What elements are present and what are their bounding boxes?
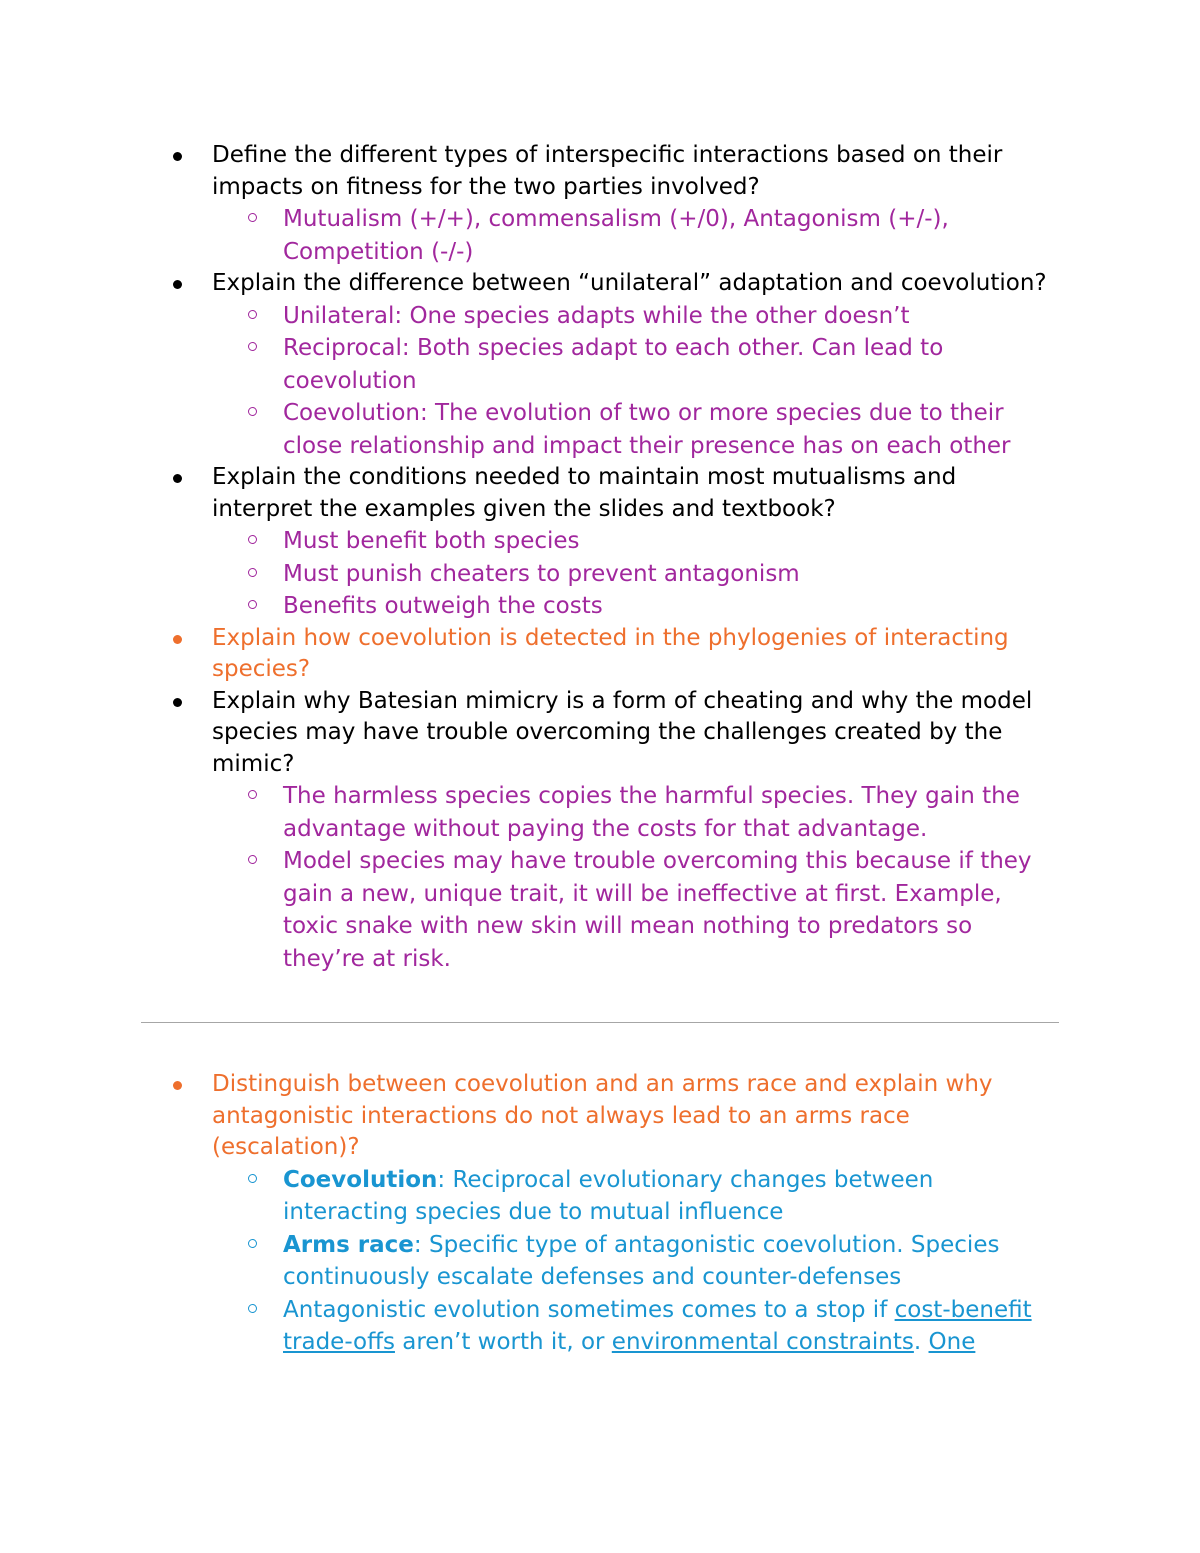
circle-bullet-icon [248,213,257,222]
question-text: Explain why Batesian mimicry is a form of cheating and why the model species may have trouble overcoming the challenges created by the mimic? [212,687,1033,777]
question-text: Explain the conditions needed to maintain most mutualisms and interpret the examples given the slides and textbook? [212,464,957,522]
bullet-icon [173,474,182,483]
answer-text: Model species may have trouble overcoming this because if they gain a new, unique trait, it will be ineffective at first. Example, toxic snake with new skin will mean nothing to predators so they’re at risk. [283,848,1032,972]
answer-text: Must benefit both species [283,528,580,554]
circle-bullet-icon [248,855,257,864]
question-item [0,686,1060,781]
answer-item [0,300,1060,333]
bullet-icon [173,1081,182,1090]
circle-bullet-icon [248,1304,257,1313]
underlined-text-one: One [928,1329,976,1355]
question-item-highlighted [0,1069,1060,1164]
answer-text: Antagonistic evolution sometimes comes to a stop if [283,1296,895,1323]
answer-text: : Reciprocal evolutionary changes between interacting species due to mutual influence [283,1166,934,1225]
bullet-icon [173,152,182,161]
circle-bullet-icon [248,568,257,577]
underlined-text-cost-benefit: cost-benefit trade-offs [283,1296,1032,1355]
question-item [0,462,1060,525]
term-coevolution: Coevolution [283,1166,438,1193]
answer-item [0,332,1060,397]
circle-bullet-icon [248,535,257,544]
circle-bullet-icon [248,310,257,319]
underlined-text-environmental-constraints: environmental constraints [611,1329,914,1355]
question-text: Explain the difference between “unilateral” adaptation and coevolution? [212,270,1047,296]
answer-item [0,780,1060,845]
bullet-icon [173,280,182,289]
bullet-icon [173,698,182,707]
question-item [0,268,1060,300]
circle-bullet-icon [248,407,257,416]
answer-text: Mutualism (+/+), commensalism (+/0), Antagonism (+/-), Competition (-/-) [283,206,949,265]
answer-item [0,1294,1060,1359]
answer-item [0,1164,1060,1229]
answer-item [0,1229,1060,1294]
circle-bullet-icon [248,790,257,799]
study-guide-section-1 [0,140,1200,975]
question-text: Explain how coevolution is detected in the phylogenies of interacting species? [212,624,1009,682]
answer-item [0,590,1060,623]
answer-item [0,525,1060,558]
circle-bullet-icon [248,1239,257,1248]
answer-text: aren’t worth it, or [394,1329,612,1355]
answer-text: Coevolution: The evolution of two or more species due to their close relationship and impact their presence has on each other [283,400,1011,459]
question-text: Distinguish between coevolution and an arms race and explain why antagonistic interactions do not always lead to an arms race (escalation)? [212,1071,993,1160]
question-text: Define the different types of interspecific interactions based on their impacts on fitness for the two parties involved? [212,142,1003,200]
answer-text: Must punish cheaters to prevent antagonism [283,560,800,587]
answer-text: Unilateral: One species adapts while the other doesn’t [283,302,910,329]
circle-bullet-icon [248,1174,257,1183]
answer-item [0,203,1060,268]
circle-bullet-icon [248,600,257,609]
answer-text: . [913,1329,929,1355]
answer-item [0,845,1060,975]
study-guide-section-2 [0,1069,1200,1359]
answer-text: : Specific type of antagonistic coevolution. Species continuously escalate defenses and counter-defenses [283,1231,1000,1290]
circle-bullet-icon [248,342,257,351]
answer-item [0,558,1060,591]
answer-text: Benefits outweigh the costs [283,593,603,619]
question-item [0,140,1060,203]
answer-text: The harmless species copies the harmful species. They gain the advantage without paying the costs for that advantage. [283,783,1020,842]
question-item-highlighted [0,623,1060,686]
section-divider [141,1022,1059,1023]
answer-item [0,397,1060,462]
term-arms-race: Arms race [283,1231,414,1258]
bullet-icon [173,635,182,644]
answer-text: Reciprocal: Both species adapt to each other. Can lead to coevolution [283,335,944,394]
